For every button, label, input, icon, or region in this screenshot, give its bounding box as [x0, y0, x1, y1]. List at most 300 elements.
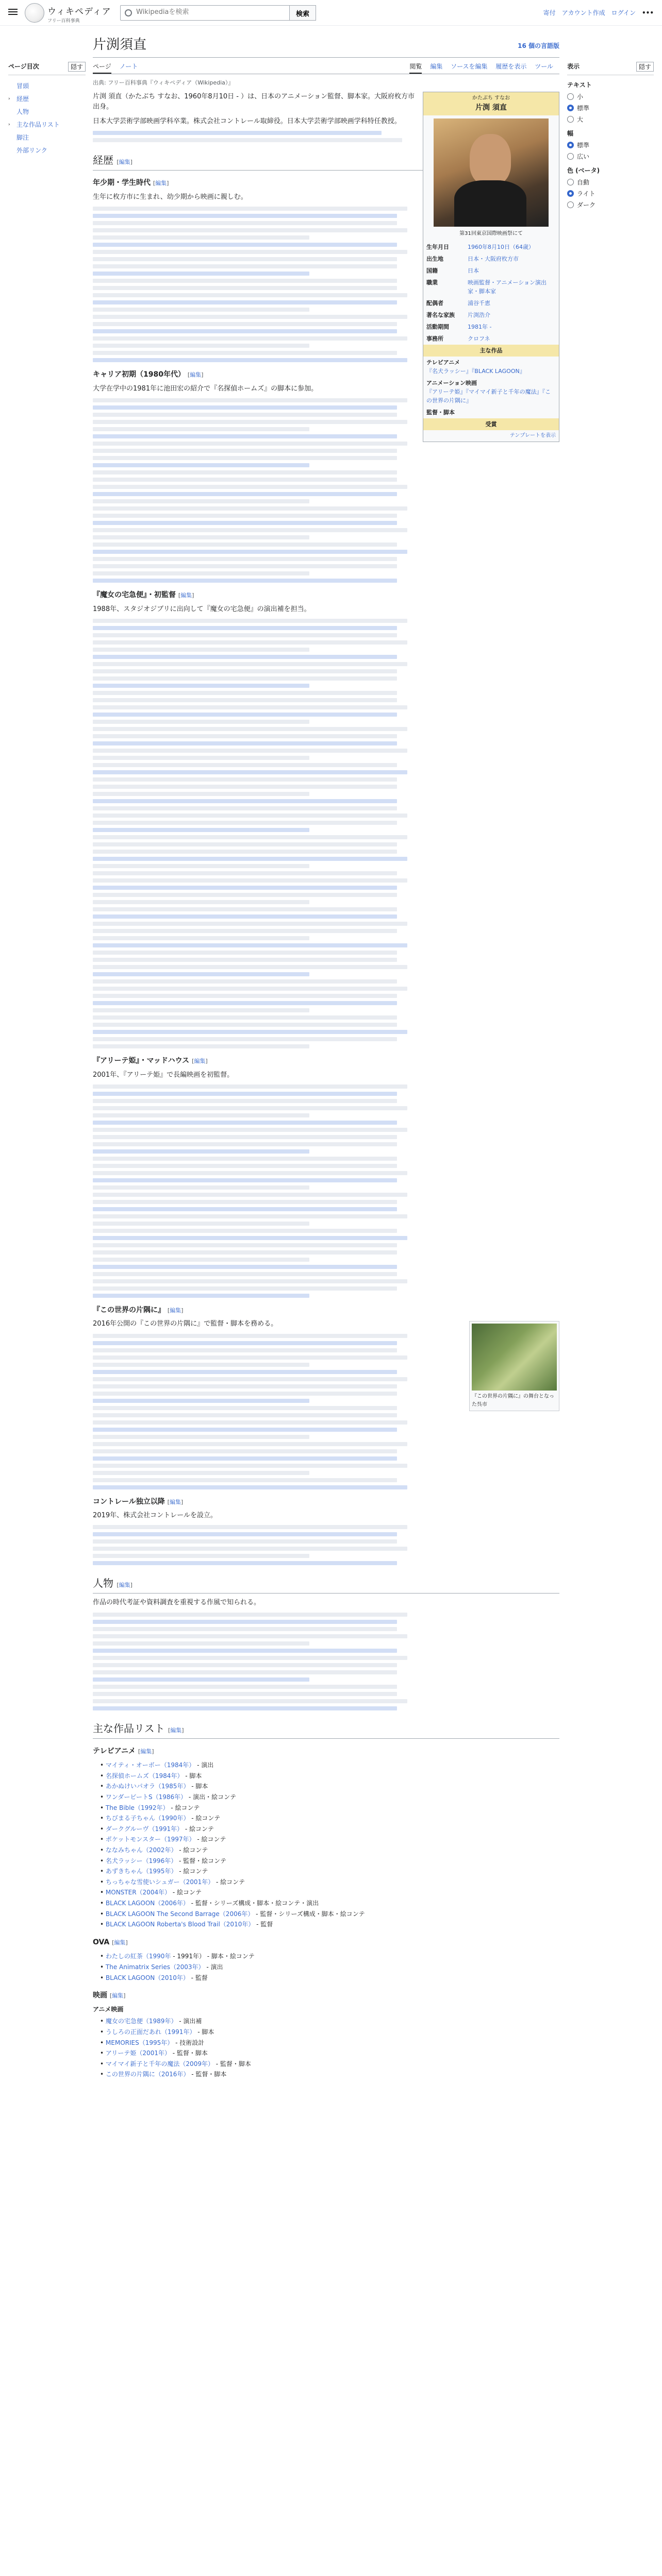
text-line — [93, 405, 397, 410]
infobox-value[interactable]: 1960年8月10日（64歳） — [468, 243, 534, 250]
list-item[interactable] — [100, 2048, 559, 2059]
text-line — [93, 684, 309, 688]
text-line — [93, 1044, 309, 1048]
list-item[interactable] — [100, 1845, 559, 1856]
list-item[interactable] — [100, 1771, 559, 1782]
login-link[interactable]: ログイン — [611, 9, 636, 16]
infobox-row — [423, 265, 559, 277]
heading-text: コントレール独立以降 — [93, 1497, 165, 1506]
work-link[interactable]: アリーテ姫（2001年） — [105, 2049, 171, 2057]
search-box — [120, 5, 316, 21]
radio-selected-icon[interactable] — [567, 105, 574, 111]
text-line — [93, 250, 407, 254]
text-line — [93, 850, 397, 854]
radio-icon[interactable] — [567, 179, 574, 185]
text-line — [93, 1561, 397, 1565]
text-line — [93, 806, 397, 810]
text-line — [93, 972, 309, 976]
text-line — [93, 1250, 397, 1255]
option-label: 大 — [577, 116, 584, 123]
text-line — [93, 648, 309, 652]
donate-link[interactable]: 寄付 — [543, 9, 556, 16]
text-line — [93, 1627, 397, 1631]
edit-link[interactable]: 編集 — [119, 1582, 130, 1589]
text-line — [93, 1279, 407, 1283]
text-line — [93, 626, 397, 630]
text-line — [93, 427, 309, 431]
edit-section-link[interactable]: [編集] — [112, 1939, 128, 1946]
text-line — [93, 951, 397, 955]
text-line — [93, 1613, 407, 1617]
edit-section-link[interactable]: [編集] — [117, 159, 133, 166]
list-item[interactable] — [100, 2069, 559, 2080]
text-line — [93, 1258, 309, 1262]
infobox-film — [423, 377, 559, 406]
text-line — [93, 279, 397, 283]
text-line — [93, 640, 407, 645]
wikipedia-logo[interactable] — [25, 3, 44, 23]
text-line — [93, 1341, 397, 1345]
text-line — [93, 763, 397, 767]
work-link[interactable]: 名探偵ホームズ（1984年） — [105, 1772, 184, 1780]
search-button[interactable]: 検索 — [289, 5, 316, 21]
page-tabs — [93, 58, 559, 74]
text-line — [93, 1413, 397, 1417]
text-line — [93, 914, 397, 919]
option-label: 広い — [577, 153, 590, 160]
edit-section-link[interactable]: [編集] — [167, 1307, 184, 1314]
infobox-name: 片渕 須直 — [475, 103, 507, 112]
radio-icon[interactable] — [567, 153, 574, 160]
infobox-role — [423, 406, 559, 418]
text-line — [93, 1399, 309, 1403]
text-line — [93, 1092, 397, 1096]
text-line — [93, 943, 407, 947]
list-item[interactable] — [100, 1792, 559, 1803]
radio-selected-icon[interactable] — [567, 142, 574, 148]
work-role: - 監督・シリーズ構成・脚本・絵コンテ・演出 — [189, 1899, 319, 1907]
text-line — [93, 1677, 309, 1682]
text-line — [93, 770, 407, 774]
text-line — [93, 749, 407, 753]
page-title: 片渕須直 — [93, 31, 559, 58]
text-line — [93, 1207, 397, 1211]
infobox-tv — [423, 357, 559, 377]
toc-item-top[interactable] — [8, 79, 86, 92]
work-role: - 演出 — [195, 1761, 214, 1769]
text-line — [93, 1442, 407, 1446]
work-link[interactable]: ちっちゃな雪使いシュガー（2001年） — [105, 1878, 214, 1886]
text-line — [93, 1656, 407, 1660]
list-item[interactable] — [100, 1760, 559, 1771]
list-item[interactable] — [100, 1887, 559, 1898]
color-dark[interactable] — [567, 200, 654, 209]
text-line — [93, 1193, 407, 1197]
color-light[interactable] — [567, 189, 654, 198]
work-link[interactable]: あずきちゃん（1995年） — [105, 1868, 177, 1875]
text-line — [93, 1634, 407, 1638]
text-line — [93, 243, 397, 247]
chevron-right-icon[interactable]: › — [8, 122, 10, 127]
text-line — [93, 329, 397, 333]
text-line — [93, 557, 397, 561]
list-item[interactable] — [100, 1866, 559, 1877]
text-line — [93, 499, 309, 503]
search-input[interactable] — [136, 8, 270, 16]
list-item[interactable] — [100, 1898, 559, 1909]
heading-text: 年少期・学生時代 — [93, 179, 151, 188]
edit-link[interactable]: 編集 — [170, 1726, 182, 1734]
thumbnail-image[interactable] — [472, 1324, 557, 1391]
paragraph-witch: 1988年、スタジオジブリに出向して『魔女の宅急便』の演出補を担当。 — [93, 605, 311, 613]
edit-link[interactable]: 編集 — [114, 1939, 126, 1946]
work-link[interactable]: BLACK LAGOON（2010年） — [105, 1974, 189, 1981]
work-link[interactable]: 名犬ラッシー（1996年） — [105, 1857, 177, 1865]
text-line — [93, 485, 407, 489]
text-line — [93, 936, 309, 940]
text-line — [93, 1377, 407, 1381]
text-line — [93, 449, 397, 453]
list-item[interactable] — [100, 1856, 559, 1867]
infobox-value[interactable]: クロフネ — [468, 335, 490, 343]
work-role: - 絵コンテ — [183, 1825, 214, 1833]
text-line — [93, 398, 407, 402]
infobox-tv-value[interactable]: 『名犬ラッシー』『BLACK LAGOON』 — [426, 368, 525, 375]
tab-edit[interactable]: 編集 — [430, 63, 443, 70]
toc-title: ページ目次 — [8, 63, 39, 70]
tab-tools[interactable]: ツール — [535, 63, 553, 70]
tab-talk[interactable]: ノート — [119, 63, 138, 70]
work-link[interactable]: この世界の片隅に（2016年） — [105, 2071, 190, 2078]
paragraph-contrail: 2019年、株式会社コントレールを設立。 — [93, 1512, 217, 1520]
portrait-caption: 第31回東京国際映画祭にて — [459, 231, 523, 237]
edit-section-link[interactable]: [編集] — [192, 1057, 208, 1064]
toc-item-person[interactable] — [8, 105, 86, 118]
wordmark[interactable] — [47, 4, 111, 24]
work-link[interactable]: ちびまる子ちゃん（1990年） — [105, 1815, 190, 1822]
text-line — [93, 907, 397, 911]
search-icon — [125, 9, 132, 16]
main-content — [93, 31, 559, 2084]
work-link[interactable]: 魔女の宅急便（1989年） — [105, 2018, 177, 2025]
text-line — [93, 420, 407, 424]
text-line — [93, 1392, 397, 1396]
toc-item-label: 主な作品リスト — [16, 121, 60, 128]
list-item[interactable] — [100, 1909, 559, 1920]
infobox-film-label: アニメーション映画 — [426, 380, 477, 387]
infobox-value[interactable]: 映画監督・アニメーション演出家・脚本家 — [468, 279, 547, 295]
infobox-value[interactable]: 浦谷千恵 — [468, 299, 490, 307]
text-line — [93, 994, 397, 998]
list-item[interactable] — [100, 1813, 559, 1824]
text-line — [93, 1023, 397, 1027]
text-line — [93, 878, 407, 883]
list-item[interactable] — [100, 1877, 559, 1888]
width-heading: 幅 — [567, 130, 574, 137]
work-link[interactable]: BLACK LAGOON The Second Barrage（2006年） — [105, 1910, 254, 1918]
text-line — [93, 835, 407, 839]
text-line — [93, 893, 397, 897]
toc-item-label: 脚注 — [16, 134, 29, 141]
text-line — [93, 1142, 397, 1146]
infobox-works-band: 主な作品 — [423, 345, 559, 357]
text-size-standard[interactable] — [567, 104, 654, 112]
text-line — [93, 1620, 397, 1624]
text-line — [93, 1547, 407, 1551]
text-line — [93, 987, 407, 991]
text-line — [93, 1363, 309, 1367]
work-link[interactable]: ワンダービートS（1986年） — [105, 1793, 187, 1801]
option-label: ダーク — [577, 201, 596, 209]
edit-link[interactable]: 編集 — [140, 1748, 152, 1755]
toc-item-career[interactable] — [8, 92, 86, 105]
toc-item-works[interactable] — [8, 118, 86, 131]
toc-sidebar — [8, 62, 86, 157]
work-role: - 技術設計 — [173, 2039, 205, 2046]
text-line — [93, 1001, 397, 1005]
work-role: - 脚本 — [183, 1772, 202, 1780]
work-link[interactable]: あかぬけいパオラ（1985年） — [105, 1783, 190, 1790]
width-wide[interactable] — [567, 152, 654, 161]
edit-link[interactable]: 編集 — [112, 1992, 124, 1999]
infobox-row — [423, 253, 559, 265]
text-line — [93, 535, 309, 539]
list-item[interactable] — [100, 1834, 559, 1845]
site-header — [0, 0, 662, 26]
text-line — [93, 662, 407, 666]
chevron-right-icon[interactable]: › — [8, 96, 10, 101]
work-link[interactable]: うしろの正面だあれ（1991年） — [105, 2028, 196, 2036]
text-line — [93, 676, 397, 681]
text-line — [93, 1464, 407, 1468]
tab-edit-source[interactable]: ソースを編集 — [451, 63, 488, 70]
radio-icon[interactable] — [567, 93, 574, 100]
infobox-value[interactable]: 日本 — [468, 267, 479, 274]
edit-section-link[interactable]: [編集] — [187, 371, 204, 379]
toc-heading — [8, 62, 86, 75]
text-line — [93, 1554, 309, 1558]
text-line — [93, 929, 397, 933]
list-item[interactable] — [100, 2059, 559, 2070]
work-link[interactable]: ななみちゃん（2002年） — [105, 1846, 177, 1854]
edit-link[interactable]: 編集 — [119, 159, 130, 166]
radio-selected-icon[interactable] — [567, 190, 574, 197]
text-line — [93, 1272, 397, 1276]
tab-read[interactable]: 閲覧 — [409, 63, 422, 74]
text-line — [93, 1532, 397, 1536]
color-auto[interactable] — [567, 178, 654, 187]
heading-text: 『この世界の片隅に』 — [93, 1306, 165, 1314]
work-link[interactable]: BLACK LAGOON Roberta's Blood Trail（2010年） — [105, 1921, 255, 1928]
text-line — [93, 1037, 397, 1041]
text-line — [93, 1663, 397, 1667]
toc-item-label: 人物 — [16, 108, 29, 115]
text-line — [93, 705, 407, 709]
option-label: ライト — [577, 190, 595, 197]
text-line — [93, 1435, 309, 1439]
text-line — [93, 579, 397, 583]
heading-arete — [93, 1056, 559, 1067]
edit-section-link[interactable]: [編集] — [138, 1748, 154, 1755]
list-item[interactable] — [100, 1919, 559, 1930]
text-line — [93, 1478, 397, 1482]
toc-item-notes[interactable] — [8, 131, 86, 144]
radio-icon[interactable] — [567, 201, 574, 208]
work-link[interactable]: マイティ・オーボー（1984年） — [105, 1761, 195, 1769]
infobox-value[interactable]: 片渕浩介 — [468, 311, 490, 318]
text-line — [93, 1355, 407, 1360]
text-line — [93, 228, 407, 232]
text-line — [93, 1670, 397, 1674]
text-line — [93, 1171, 407, 1175]
list-item[interactable] — [100, 1962, 559, 1973]
list-item[interactable] — [100, 2016, 559, 2027]
edit-section-link[interactable]: [編集] — [168, 1726, 184, 1734]
tv-works-list — [100, 1760, 559, 1930]
edit-link[interactable]: 編集 — [180, 592, 192, 599]
text-line — [93, 842, 397, 846]
list-item[interactable] — [100, 1973, 559, 1984]
infobox-tv-label: テレビアニメ — [426, 359, 460, 366]
heading-text: OVA — [93, 1938, 110, 1946]
tab-page[interactable]: ページ — [93, 63, 111, 74]
infobox-key: 配偶者 — [426, 299, 443, 307]
text-line — [93, 478, 397, 482]
list-item[interactable] — [100, 1781, 559, 1792]
text-line — [93, 456, 397, 460]
paragraph-arete: 2001年、『アリーテ姫』で長編映画を初監督。 — [93, 1071, 234, 1079]
main-menu-icon[interactable] — [8, 7, 18, 16]
heading-text: 映画 — [93, 1991, 107, 2000]
list-item[interactable] — [100, 1824, 559, 1835]
infobox-template-link[interactable] — [423, 430, 559, 442]
infobox-value[interactable]: 1981年 - — [468, 324, 492, 331]
work-link[interactable]: MONSTER（2004年） — [105, 1889, 171, 1896]
text-line — [93, 336, 407, 341]
edit-link[interactable]: 編集 — [170, 1307, 181, 1314]
work-link[interactable]: ポケットモンスター（1997年） — [105, 1836, 195, 1843]
edit-section-link[interactable]: [編集] — [109, 1992, 126, 1999]
personal-tools — [543, 8, 654, 17]
infobox-value[interactable]: 日本・大阪府枚方市 — [468, 255, 519, 262]
article-body — [93, 92, 559, 2080]
text-line — [93, 691, 397, 695]
text-line — [93, 1214, 407, 1218]
toc-item-links[interactable] — [8, 144, 86, 157]
toc-item-label: 外部リンク — [16, 147, 47, 154]
wordmark-title: ウィキペディア — [47, 7, 111, 17]
text-line — [93, 1294, 309, 1298]
list-item[interactable] — [100, 1803, 559, 1814]
text-line — [93, 777, 397, 782]
work-link[interactable]: The Animatrix Series（2003年） — [105, 1963, 205, 1971]
radio-icon[interactable] — [567, 116, 574, 123]
toc-hide-button[interactable]: 隠す — [68, 62, 86, 72]
thumbnail-caption: 『この世界の片隅に』の舞台となった呉市 — [472, 1394, 554, 1408]
more-options-icon[interactable]: ••• — [641, 9, 654, 16]
infobox-key: 生年月日 — [426, 243, 449, 250]
edit-link[interactable]: 編集 — [155, 180, 167, 187]
text-line — [93, 351, 397, 355]
work-link[interactable]: BLACK LAGOON（2006年） — [105, 1899, 189, 1907]
edit-link[interactable]: 編集 — [194, 1057, 206, 1064]
text-line — [93, 300, 397, 304]
work-link[interactable]: マイマイ新子と千年の魔法（2009年） — [105, 2060, 214, 2067]
text-line — [93, 1265, 397, 1269]
text-line — [93, 1030, 407, 1034]
infobox-reading: かたぶち すなお — [472, 95, 510, 101]
text-line — [93, 1485, 407, 1489]
text-size-large[interactable] — [567, 115, 654, 124]
work-role: - 絵コンテ — [214, 1878, 245, 1886]
width-standard[interactable] — [567, 141, 654, 149]
appearance-hide-button[interactable]: 隠す — [636, 62, 654, 72]
template-link[interactable]: テンプレートを表示 — [509, 433, 556, 439]
edit-section-link[interactable]: [編集] — [117, 1582, 133, 1589]
text-line — [93, 720, 309, 724]
infobox-key: 出生地 — [426, 255, 443, 262]
text-line — [93, 308, 309, 312]
language-button[interactable]: 16 個の言語版 — [518, 42, 559, 49]
text-line — [93, 470, 397, 474]
text-line — [93, 1149, 309, 1154]
heading-text: テレビアニメ — [93, 1747, 136, 1755]
edit-section-link[interactable]: [編集] — [178, 592, 194, 599]
list-item[interactable] — [100, 1951, 559, 1962]
text-line — [93, 1449, 397, 1453]
text-size-small[interactable] — [567, 92, 654, 101]
work-link[interactable]: The Bible（1992年） — [105, 1804, 169, 1811]
work-role: - 絵コンテ — [177, 1868, 208, 1875]
work-role: - 絵コンテ — [171, 1889, 202, 1896]
work-link[interactable]: ダークグルーヴ（1991年） — [105, 1825, 184, 1833]
create-account-link[interactable]: アカウント作成 — [561, 9, 605, 16]
text-line — [93, 1128, 407, 1132]
work-link[interactable]: わたしの紅茶（1990年 — [105, 1953, 171, 1960]
list-item[interactable] — [100, 2027, 559, 2038]
toc-item-label: 経歴 — [16, 95, 29, 103]
work-link[interactable]: MEMORIES（1995年） — [105, 2039, 174, 2046]
text-line — [93, 1200, 397, 1204]
text-line — [93, 698, 397, 702]
work-role: - 脚本 — [195, 2028, 214, 2036]
text-line — [93, 207, 407, 211]
edit-link[interactable]: 編集 — [169, 1498, 181, 1505]
appearance-heading — [567, 62, 654, 75]
work-role: - 監督・脚本 — [189, 2071, 227, 2078]
infobox-film-value[interactable]: 『アリーテ姫』『マイマイ新子と千年の魔法』『この世界の片隅に』 — [426, 388, 551, 404]
list-item[interactable] — [100, 2038, 559, 2048]
infobox-awards-band: 受賞 — [423, 418, 559, 430]
text-line — [93, 669, 397, 673]
text-line — [93, 1525, 407, 1529]
portrait-image[interactable] — [434, 118, 549, 227]
text-line — [93, 979, 397, 984]
text-line — [93, 1420, 407, 1425]
work-role: - 監督・脚本 — [213, 2060, 251, 2067]
edit-section-link[interactable]: [編集] — [167, 1498, 184, 1505]
text-line — [93, 1135, 397, 1139]
edit-link[interactable]: 編集 — [190, 371, 202, 379]
heading-text: 『アリーテ姫』・マッドハウス — [93, 1056, 190, 1065]
infobox-row — [423, 309, 559, 321]
text-line — [93, 922, 407, 926]
work-role: - 演出補 — [177, 2018, 202, 2025]
text-line — [93, 1685, 397, 1689]
edit-section-link[interactable]: [編集] — [153, 180, 169, 187]
work-role: - 監督・シリーズ構成・脚本・絵コンテ — [254, 1910, 365, 1918]
tab-history[interactable]: 履歴を表示 — [495, 63, 527, 70]
